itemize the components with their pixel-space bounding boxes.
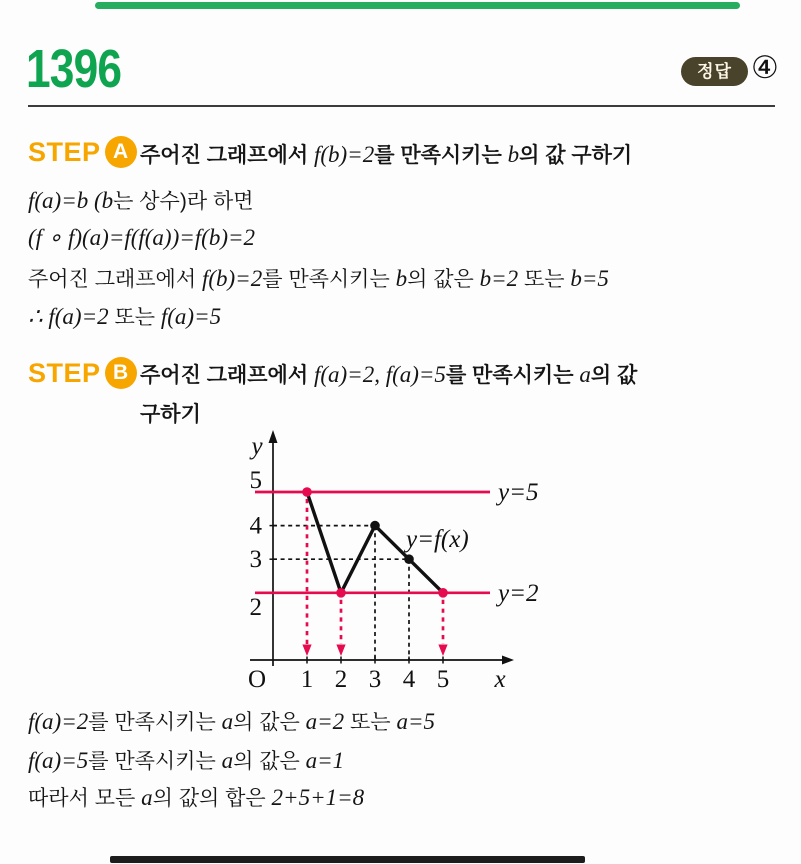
text-segment: f(a)=b (b [28,188,114,213]
text-segment: f(a)=5 [160,304,222,329]
text-segment: 를 만족시키는 [262,268,396,291]
text-segment: b=2 [479,266,519,291]
conclusion-line-1 [28,708,435,737]
text-segment: 또는 [344,711,397,734]
y-tick-label: 3 [249,546,262,574]
text-segment: a=5 [396,709,435,734]
graph-point [370,521,380,531]
x-tick-label: 1 [300,666,314,693]
step-a-label: STEP [28,136,101,167]
curve-label: y=f(x) [406,526,469,553]
answer-choice-number: ④ [751,50,779,85]
step-a-line-2 [28,224,255,253]
text-segment: f(a)=5 [28,748,89,773]
horizontal-line-label: y=2 [498,579,539,607]
text-segment: a [141,785,153,810]
text-segment: 주어진 그래프에서 [28,268,202,291]
text-segment: a [221,709,234,734]
text-segment: f(b)=2 [313,142,375,167]
drop-arrow-head-icon [438,645,447,657]
text-segment: 를 만족시키는 [445,364,580,387]
text-segment: 2+5+1=8 [271,785,365,810]
problem-number: 1396 [26,39,122,99]
text-segment: b [507,142,520,167]
step-a-line-4 [28,303,221,332]
step-a-title [140,141,632,170]
x-axis-arrow-icon [502,656,514,665]
step-b-badge-icon: B [105,357,137,389]
step-b-header [28,356,137,390]
text-segment: f(b)=2 [201,266,263,291]
text-segment: 의 값은 [233,750,306,773]
text-segment: 의 값 [590,364,638,387]
x-tick-label: 4 [402,666,416,693]
text-segment: 구하기 [140,403,201,426]
text-segment: f(a)=2, f(a)=5 [313,362,446,387]
step-a-badge-icon: A [105,136,137,168]
step-a-header [28,135,137,169]
y-axis-label: y [251,433,263,460]
x-tick-label: 5 [436,666,450,693]
step-b-label: STEP [28,357,101,388]
function-graph-svg [200,430,600,702]
y-axis-arrow-icon [269,430,278,443]
answer-badge: 정답 [681,57,748,86]
horizontal-line-label: y=5 [498,479,539,506]
text-segment: a=2 [305,709,345,734]
step-a-line-1 [28,187,254,216]
conclusion-line-2 [28,747,344,776]
text-segment: a=1 [305,748,345,773]
origin-label: O [247,666,267,693]
graph-point [404,554,414,564]
y-tick-label: 5 [249,467,262,494]
text-segment: b [395,266,408,291]
text-segment: 의 값 구하기 [519,144,633,167]
y-tick-label: 2 [249,593,262,621]
graph-point [438,588,448,598]
text-segment: 의 값의 합은 [152,787,272,810]
step-a-line-3 [28,265,609,294]
text-segment: 따라서 모든 [28,787,142,810]
y-tick-label: 4 [249,512,262,540]
text-segment: a [221,748,234,773]
text-segment: ∴ f(a)=2 [28,304,109,329]
text-segment: 를 만족시키는 [88,711,222,734]
text-segment: a [579,362,591,387]
drop-arrow-head-icon [336,645,345,657]
conclusion-line-3 [28,784,364,813]
text-segment: f(a)=2 [28,709,89,734]
function-graph [200,430,600,702]
x-axis-label: x [494,666,506,693]
text-segment: b=5 [570,266,609,291]
header-divider [28,105,775,107]
step-b-title [140,361,637,390]
text-segment: 주어진 그래프에서 [140,364,314,387]
text-segment: 는 상수)라 하면 [113,190,254,213]
text-segment: 의 값은 [233,711,306,734]
text-segment: 주어진 그래프에서 [140,144,314,167]
step-b-title-line2 [140,402,201,428]
graph-point [336,588,346,598]
graph-point [302,487,312,497]
text-segment: 를 만족시키는 [374,144,508,167]
x-tick-label: 3 [368,666,382,693]
text-segment: 의 값은 [407,268,480,291]
text-segment: 를 만족시키는 [88,750,222,773]
text-segment: 또는 [518,268,571,291]
text-segment: (f ∘ f)(a)=f(f(a))=f(b)=2 [28,225,256,250]
x-tick-label: 2 [334,666,348,693]
bottom-scan-bar [110,856,585,863]
top-accent-bar [95,2,740,9]
drop-arrow-head-icon [302,645,311,657]
text-segment: 또는 [108,306,161,329]
